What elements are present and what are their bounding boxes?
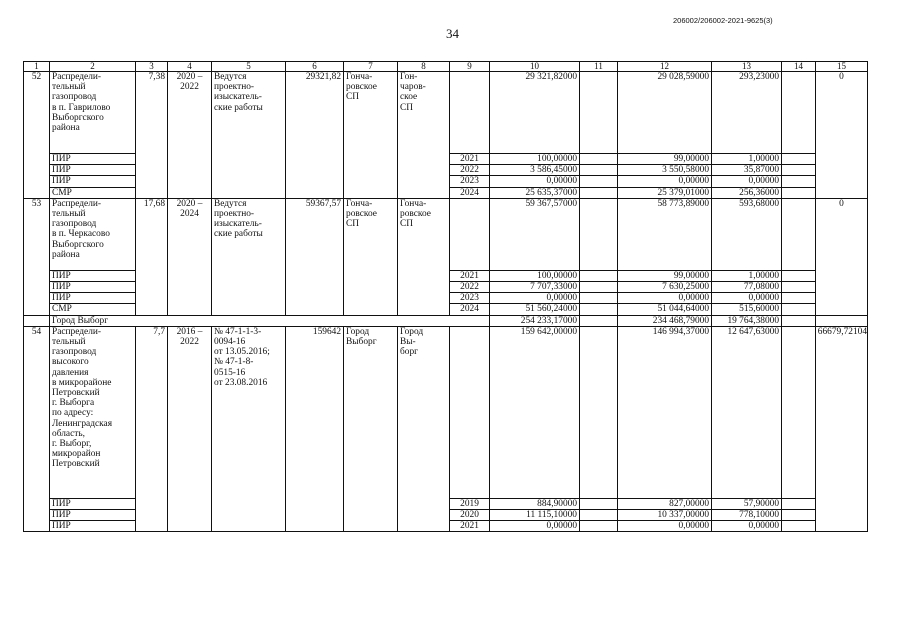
col11 <box>580 293 618 304</box>
work-type: ПИР <box>50 270 136 281</box>
year: 2023 <box>450 293 490 304</box>
row-number: 52 <box>24 72 50 199</box>
col13-amount: 0,00000 <box>712 176 782 187</box>
col11 <box>580 282 618 293</box>
col12-amount: 146 994,37000 <box>618 326 712 498</box>
col-header: 4 <box>168 62 212 72</box>
col15-value: 0 <box>816 198 868 315</box>
col14 <box>782 304 816 315</box>
col12-amount: 7 630,25000 <box>618 282 712 293</box>
col11 <box>580 270 618 281</box>
col11 <box>580 498 618 509</box>
work-type: ПИР <box>50 282 136 293</box>
col13-amount: 256,36000 <box>712 187 782 198</box>
col11 <box>580 510 618 521</box>
col-header: 12 <box>618 62 712 72</box>
work-type: ПИР <box>50 521 136 532</box>
col-header: 13 <box>712 62 782 72</box>
col11 <box>580 187 618 198</box>
subtotal-label: Город Выборг <box>50 315 490 326</box>
col15-value <box>816 315 868 326</box>
year <box>450 326 490 498</box>
municipality: Город Выборг <box>344 326 398 532</box>
col-header: 7 <box>344 62 398 72</box>
col12-amount: 0,00000 <box>618 293 712 304</box>
work-type: СМР <box>50 187 136 198</box>
year: 2021 <box>450 154 490 165</box>
empty-cell <box>24 315 50 326</box>
col14 <box>782 282 816 293</box>
col-header: 9 <box>450 62 490 72</box>
total-amount: 159 642,00000 <box>490 326 580 498</box>
cost: 159642 <box>286 326 344 532</box>
status: Ведутся проектно- изыскатель- ские работы <box>212 72 286 199</box>
column-numbers-row <box>24 62 868 72</box>
municipality: Гонча- ровское СП <box>344 72 398 199</box>
gas-pipeline-table <box>23 61 868 532</box>
municipality-2: Город Вы- борг <box>398 326 450 532</box>
total-amount: 3 586,45000 <box>490 165 580 176</box>
col14 <box>782 270 816 281</box>
col14 <box>782 293 816 304</box>
col13-amount: 0,00000 <box>712 521 782 532</box>
col14 <box>782 510 816 521</box>
length: 7,7 <box>136 326 168 532</box>
total-amount: 0,00000 <box>490 293 580 304</box>
col11 <box>580 165 618 176</box>
row-number: 53 <box>24 198 50 315</box>
col15-value: 66679,72104 <box>816 326 868 532</box>
year <box>450 72 490 154</box>
col13-amount: 77,08000 <box>712 282 782 293</box>
table-row <box>24 72 868 154</box>
col14 <box>782 521 816 532</box>
col12-amount: 25 379,01000 <box>618 187 712 198</box>
col12-amount: 58 773,89000 <box>618 198 712 270</box>
col12-amount: 827,00000 <box>618 498 712 509</box>
total-amount: 11 115,10000 <box>490 510 580 521</box>
col11 <box>580 198 618 270</box>
col12-amount: 51 044,64000 <box>618 304 712 315</box>
year: 2022 <box>450 282 490 293</box>
col12-amount: 10 337,00000 <box>618 510 712 521</box>
col11 <box>580 176 618 187</box>
col11 <box>580 326 618 498</box>
object-name: Распредели- тельный газопровод в п. Черкасово Выборгского района <box>50 198 136 270</box>
period: 2020 – 2022 <box>168 72 212 199</box>
col11 <box>580 315 618 326</box>
col-header: 3 <box>136 62 168 72</box>
total-amount: 29 321,82000 <box>490 72 580 154</box>
object-name: Распредели- тельный газопровод высокого давления в микрорайоне Петровский г. Выборга по адресу: Ленинградская область, г. Выборг, микрорайон Петровский <box>50 326 136 498</box>
col13-amount: 57,90000 <box>712 498 782 509</box>
total-amount: 254 233,17000 <box>490 315 580 326</box>
year: 2021 <box>450 521 490 532</box>
col-header: 14 <box>782 62 816 72</box>
length: 7,38 <box>136 72 168 199</box>
col-header: 2 <box>50 62 136 72</box>
col14 <box>782 198 816 270</box>
col-header: 6 <box>286 62 344 72</box>
col15-value: 0 <box>816 72 868 199</box>
status: Ведутся проектно- изыскатель- ские работы <box>212 198 286 315</box>
col12-amount: 3 550,58000 <box>618 165 712 176</box>
col14 <box>782 154 816 165</box>
col-header: 11 <box>580 62 618 72</box>
col11 <box>580 521 618 532</box>
col13-amount: 35,87000 <box>712 165 782 176</box>
work-type: СМР <box>50 304 136 315</box>
col14 <box>782 498 816 509</box>
total-amount: 59 367,57000 <box>490 198 580 270</box>
cost: 59367,57 <box>286 198 344 315</box>
col12-amount: 29 028,59000 <box>618 72 712 154</box>
col11 <box>580 304 618 315</box>
col13-amount: 515,60000 <box>712 304 782 315</box>
length: 17,68 <box>136 198 168 315</box>
col-header: 10 <box>490 62 580 72</box>
col11 <box>580 72 618 154</box>
work-type: ПИР <box>50 154 136 165</box>
year <box>450 198 490 270</box>
year: 2024 <box>450 187 490 198</box>
col14 <box>782 72 816 154</box>
col14 <box>782 315 816 326</box>
work-type: ПИР <box>50 510 136 521</box>
municipality-2: Гонча- ровское СП <box>398 198 450 315</box>
table-row <box>24 326 868 498</box>
col11 <box>580 154 618 165</box>
municipality: Гонча- ровское СП <box>344 198 398 315</box>
col12-amount: 99,00000 <box>618 154 712 165</box>
work-type: ПИР <box>50 498 136 509</box>
work-type: ПИР <box>50 176 136 187</box>
total-amount: 25 635,37000 <box>490 187 580 198</box>
col12-amount: 234 468,79000 <box>618 315 712 326</box>
col14 <box>782 187 816 198</box>
col12-amount: 0,00000 <box>618 521 712 532</box>
period: 2016 – 2022 <box>168 326 212 532</box>
page-number: 34 <box>446 26 459 41</box>
col13-amount: 778,10000 <box>712 510 782 521</box>
table-row <box>24 198 868 270</box>
total-amount: 51 560,24000 <box>490 304 580 315</box>
year: 2020 <box>450 510 490 521</box>
col13-amount: 293,23000 <box>712 72 782 154</box>
status: № 47-1-1-3- 0094-16 от 13.05.2016; № 47-1-8- 0515-16 от 23.08.2016 <box>212 326 286 532</box>
year: 2023 <box>450 176 490 187</box>
work-type: ПИР <box>50 165 136 176</box>
total-amount: 7 707,33000 <box>490 282 580 293</box>
subtotal-row <box>24 315 868 326</box>
col12-amount: 99,00000 <box>618 270 712 281</box>
document-id: 206002/206002-2021-9625(3) <box>673 16 773 25</box>
cost: 29321,82 <box>286 72 344 199</box>
col13-amount: 19 764,38000 <box>712 315 782 326</box>
total-amount: 0,00000 <box>490 521 580 532</box>
col-header: 15 <box>816 62 868 72</box>
total-amount: 100,00000 <box>490 270 580 281</box>
total-amount: 0,00000 <box>490 176 580 187</box>
col13-amount: 1,00000 <box>712 270 782 281</box>
col-header: 5 <box>212 62 286 72</box>
col12-amount: 0,00000 <box>618 176 712 187</box>
object-name: Распредели- тельный газопровод в п. Гаврилово Выборгского района <box>50 72 136 154</box>
total-amount: 884,90000 <box>490 498 580 509</box>
year: 2022 <box>450 165 490 176</box>
col14 <box>782 176 816 187</box>
col13-amount: 12 647,63000 <box>712 326 782 498</box>
year: 2021 <box>450 270 490 281</box>
col14 <box>782 326 816 498</box>
col-header: 8 <box>398 62 450 72</box>
row-number: 54 <box>24 326 50 532</box>
col13-amount: 0,00000 <box>712 293 782 304</box>
period: 2020 – 2024 <box>168 198 212 315</box>
year: 2019 <box>450 498 490 509</box>
col13-amount: 1,00000 <box>712 154 782 165</box>
work-type: ПИР <box>50 293 136 304</box>
col13-amount: 593,68000 <box>712 198 782 270</box>
col14 <box>782 165 816 176</box>
year: 2024 <box>450 304 490 315</box>
municipality-2: Гон- чаров- ское СП <box>398 72 450 199</box>
col-header: 1 <box>24 62 50 72</box>
total-amount: 100,00000 <box>490 154 580 165</box>
